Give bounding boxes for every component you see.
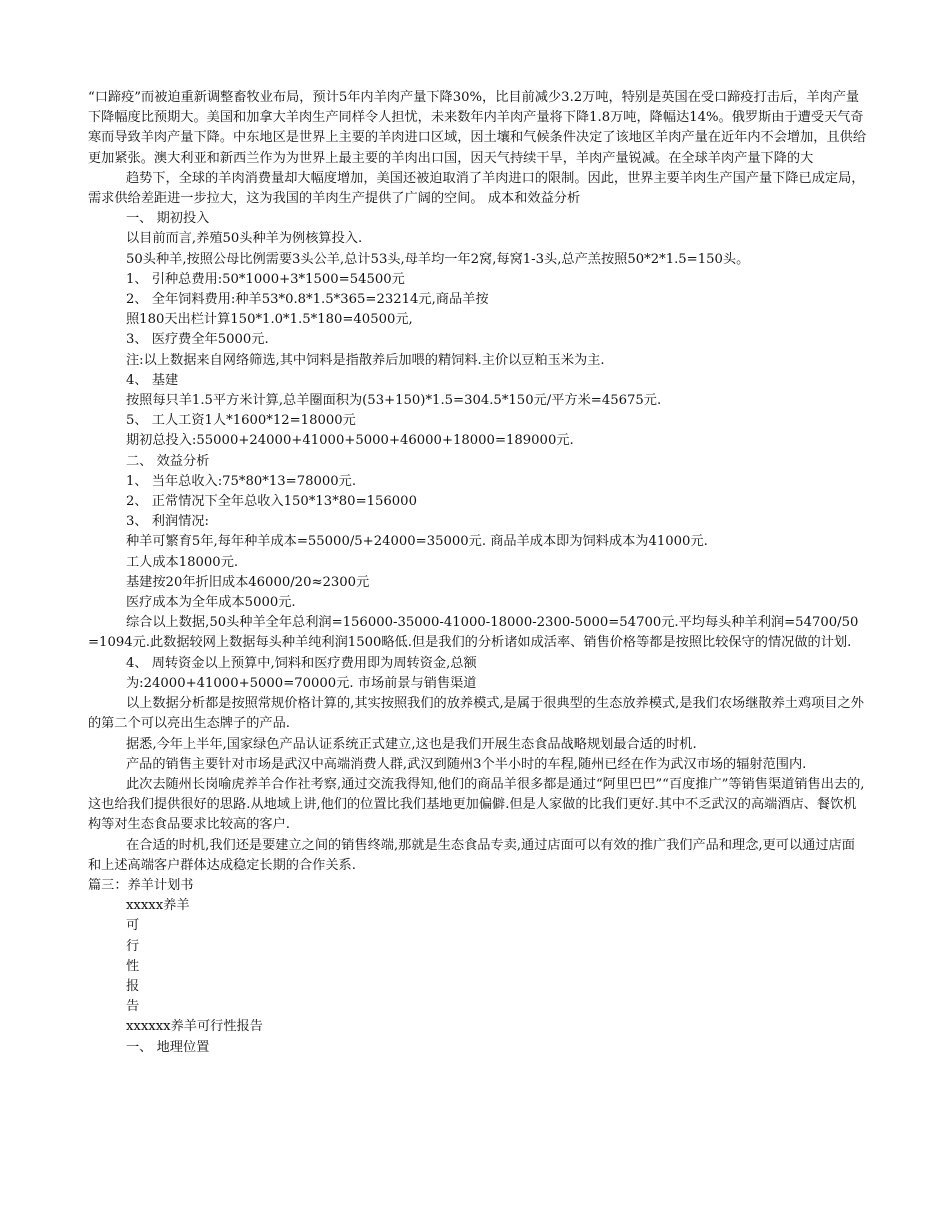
paragraph: 种羊可繁育5年,每年种羊成本=55000/5+24000=35000元. 商品羊成本即为饲料成本为41000元. [126,534,708,550]
paragraph: 一、 期初投入 [126,211,210,227]
paragraph: 以目前而言,养殖50头种羊为例核算投入. [126,231,363,247]
paragraph: 可 [126,918,140,934]
paragraph: 4、 基建 [126,372,179,388]
paragraph: xxxxxx养羊可行性报告 [126,1019,263,1035]
paragraph: 基建按20年折旧成本46000/20≈2300元 [126,574,370,590]
paragraph: 在合适的时机,我们还是要建立之间的销售终端,那就是生态食品专卖,通过店面可以有效的推广我们产品和理念,更可以通过店面和上述高端客户群体达成稳定长期的合作关系. [88,837,855,873]
paragraph: 1、 引种总费用:50*1000+3*1500=54500元 [126,271,405,287]
paragraph: 据悉,今年上半年,国家绿色产品认证系统正式建立,这也是我们开展生态食品战略规划最合适的时机. [126,736,697,752]
paragraph: 5、 工人工资1人*1600*12=18000元 [126,413,356,429]
paragraph: 为:24000+41000+5000=70000元. 市场前景与销售渠道 [126,675,477,691]
paragraph: 行 [126,938,140,954]
paragraph: 医疗成本为全年成本5000元. [126,595,296,611]
paragraph: 告 [126,999,140,1015]
paragraph: 综合以上数据,50头种羊全年总利润=156000-35000-41000-18000-2300-5000=54700元.平均每头种羊利润=54700/50=1094元.此数据较网上数据每头种羊纯利润1500略低.但是我们的分析诸如成活率、销售价格等都是按照比较保守的情况做的计划. [88,615,859,651]
paragraph: 报 [126,978,140,994]
paragraph: 性 [126,958,140,974]
paragraph: 4、 周转资金以上预算中,饲料和医疗费用即为周转资金,总额 [126,655,477,671]
paragraph: 工人成本18000元. [126,554,239,570]
paragraph: 3、 利润情况: [126,514,209,530]
paragraph: 2、 正常情况下全年总收入150*13*80=156000 [126,494,417,510]
paragraph: 趋势下，全球的羊肉消费量却大幅度增加，美国还被迫取消了羊肉进口的限制。因此，世界主要羊肉生产国产量下降已成定局，需求供给差距进一步拉大，这为我国的羊肉生产提供了广阔的空间。 成本和效益分析 [88,170,865,207]
paragraph: “口蹄疫”而被迫重新调整畜牧业布局，预计5年内羊肉产量下降30%，比目前减少3.2万吨，特别是英国在受口蹄疫打击后，羊肉产量下降幅度比预期大。美国和加拿大羊肉生产同样令人担忧，未来数年内羊肉产量将下降1.8万吨，降幅达14%。俄罗斯由于遭受天气奇寒而导致羊肉产量下降。中东地区是世界上主要的羊肉进口区域，因土壤和气候条件决定了该地区羊肉产量在近年内不会增加，且供给更加紧张。澳大利亚和新西兰作为为世界上最主要的羊肉出口国，因天气持续干旱，羊肉产量锐减。在全球羊肉产量下降的大 [88,90,867,166]
paragraph: 二、 效益分析 [126,453,210,469]
paragraph: xxxxx养羊 [126,898,190,914]
paragraph: 期初总投入:55000+24000+41000+5000+46000+18000=189000元. [126,433,574,449]
document-body [88,88,868,1058]
paragraph: 照180天出栏计算150*1.0*1.5*180=40500元, [126,312,413,328]
paragraph: 篇三：养羊计划书 [88,877,194,893]
paragraph: 以上数据分析都是按照常规价格计算的,其实按照我们的放养模式,是属于很典型的生态放养模式,是我们农场继散养土鸡项目之外的第二个可以亮出生态牌子的产品. [88,696,864,732]
paragraph: 此次去随州长岗喻虎养羊合作社考察,通过交流我得知,他们的商品羊很多都是通过“阿里巴巴”“百度推广”等销售渠道销售出去的,这也给我们提供很好的思路.从地域上讲,他们的位置比我们基地更加偏僻.但是人家做的比我们更好.其中不乏武汉的高端酒店、餐饮机构等对生态食品要求比较高的客户. [88,776,865,833]
paragraph: 注:以上数据来自网络筛选,其中饲料是指散养后加喂的精饲料.主价以豆粕玉米为主. [126,352,605,368]
paragraph: 2、 全年饲料费用:种羊53*0.8*1.5*365=23214元,商品羊按 [126,292,489,308]
paragraph: 一、 地理位置 [126,1039,210,1055]
paragraph: 3、 医疗费全年5000元. [126,332,269,348]
paragraph: 产品的销售主要针对市场是武汉中高端消费人群,武汉到随州3个半小时的车程,随州已经在作为武汉市场的辐射范围内. [126,756,807,772]
paragraph: 按照每只羊1.5平方米计算,总羊圈面积为(53+150)*1.5=304.5*150元/平方米=45675元. [126,393,662,409]
paragraph: 1、 当年总收入:75*80*13=78000元. [126,473,357,489]
paragraph: 50头种羊,按照公母比例需要3头公羊,总计53头,母羊均一年2窝,每窝1-3头,总产羔按照50*2*1.5=150头。 [126,251,750,267]
